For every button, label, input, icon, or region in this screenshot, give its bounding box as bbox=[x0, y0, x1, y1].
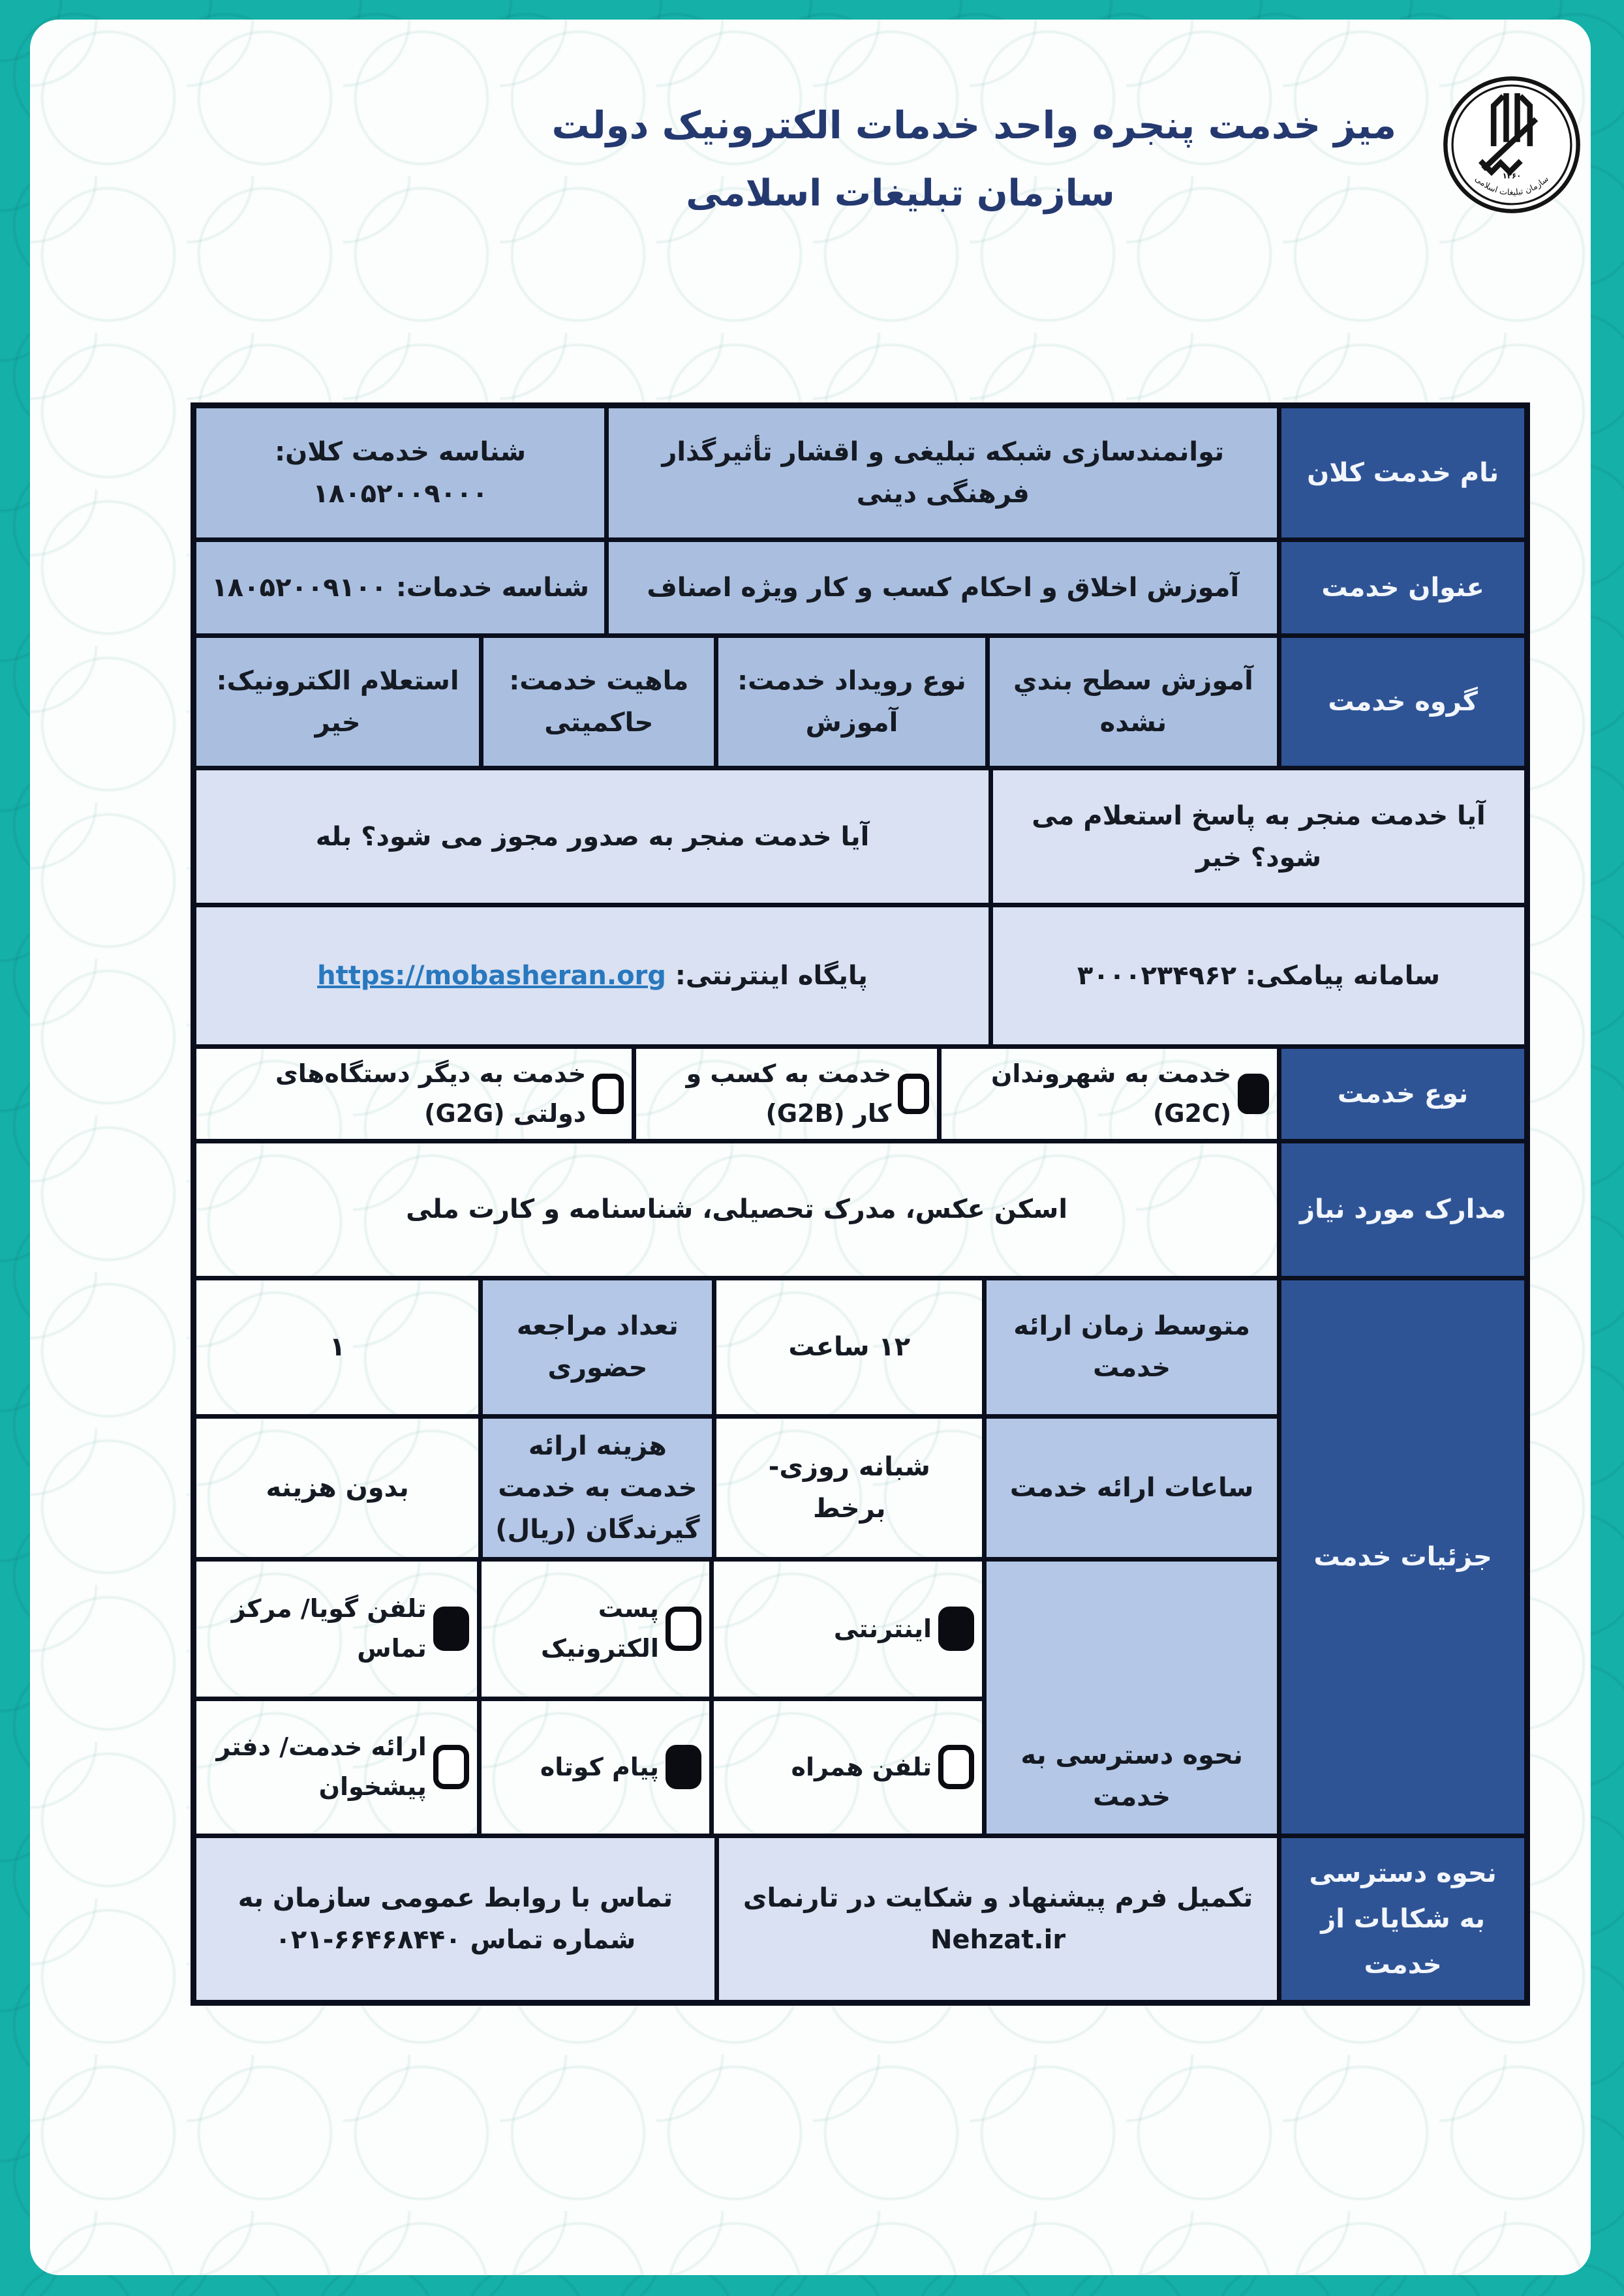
hours-value: شبانه روزی- برخط bbox=[716, 1419, 987, 1557]
website-cell bbox=[196, 907, 993, 1044]
macro-service-value: توانمندسازی شبکه تبلیغی و اقشار تأثیرگذار فرهنگی دینی bbox=[609, 408, 1281, 537]
access-methods-label: نحوه دسترسی به خدمت bbox=[987, 1562, 1277, 1834]
option-label: ارائه خدمت/ دفتر پیشخوان bbox=[216, 1732, 427, 1802]
avg-time-value: ۱۲ ساعت bbox=[716, 1280, 987, 1414]
table-row bbox=[196, 633, 1524, 766]
service-type-option-g2g bbox=[196, 1049, 636, 1139]
table-row bbox=[196, 1414, 1277, 1557]
logo-year: ۱۳۶۰ bbox=[1502, 171, 1522, 181]
complaints-phone-cell: تماس با روابط عمومی سازمان به شماره تماس ۶۶۴۶۸۴۴۰-۰۲۱ bbox=[196, 1838, 719, 2000]
complaints-header: نحوه دسترسی به شکایات از خدمت bbox=[1281, 1838, 1524, 2000]
service-group-value: آموزش سطح بندي نشده bbox=[990, 638, 1282, 766]
table-row bbox=[196, 1697, 982, 1834]
event-type-cell: نوع رویداد خدمت: آموزش bbox=[718, 638, 989, 766]
service-title-header: عنوان خدمت bbox=[1281, 542, 1524, 633]
checkbox-ivr[interactable] bbox=[433, 1607, 469, 1651]
page-title: میز خدمت پنجره واحد خدمات الکترونیک دولت bbox=[551, 103, 1396, 147]
service-type-option-g2b bbox=[636, 1049, 942, 1139]
document-card bbox=[30, 20, 1591, 2275]
website-label: پایگاه اینترنتی: bbox=[675, 961, 868, 991]
table-row bbox=[196, 1562, 982, 1697]
service-nature-cell: ماهیت خدمت: حاکمیتی bbox=[483, 638, 718, 766]
access-option-counter bbox=[196, 1701, 482, 1834]
table-row bbox=[196, 903, 1524, 1044]
checkbox-g2c[interactable] bbox=[1238, 1074, 1269, 1114]
checkbox-internet[interactable] bbox=[938, 1607, 974, 1651]
avg-time-label: متوسط زمان ارائه خدمت bbox=[987, 1280, 1277, 1414]
table-row bbox=[196, 408, 1524, 537]
option-label: خدمت به دیگر دستگاه‌های دولتی (G2G) bbox=[275, 1059, 587, 1128]
inquiry-question-cell: آیا خدمت منجر به پاسخ استعلام می شود؟ خیر bbox=[993, 770, 1524, 903]
access-methods-block bbox=[196, 1557, 1277, 1834]
hours-label: ساعات ارائه خدمت bbox=[987, 1419, 1277, 1557]
documents-header: مدارک مورد نیاز bbox=[1281, 1143, 1524, 1276]
table-row bbox=[196, 1834, 1524, 2000]
checkbox-sms[interactable] bbox=[666, 1745, 701, 1789]
visits-value: ۱ bbox=[196, 1280, 483, 1414]
checkbox-counter[interactable] bbox=[433, 1745, 469, 1789]
checkbox-g2b[interactable] bbox=[898, 1074, 929, 1114]
service-group-header: گروه خدمت bbox=[1281, 638, 1524, 766]
checkbox-mobile[interactable] bbox=[938, 1745, 974, 1789]
document-header bbox=[405, 103, 1396, 215]
service-table bbox=[191, 402, 1530, 2006]
documents-value: اسکن عکس، مدرک تحصیلی، شناسنامه و کارت ملی bbox=[196, 1143, 1281, 1276]
access-option-internet bbox=[714, 1562, 982, 1697]
access-option-ivr bbox=[196, 1562, 482, 1697]
electronic-inquiry-cell: استعلام الکترونیک: خیر bbox=[196, 638, 483, 766]
table-row bbox=[196, 537, 1524, 633]
macro-service-header: نام خدمت کلان bbox=[1281, 408, 1524, 537]
service-details-block bbox=[196, 1276, 1524, 1834]
service-type-header: نوع خدمت bbox=[1281, 1049, 1524, 1139]
option-label: تلفن گویا/ مرکز تماس bbox=[231, 1594, 427, 1663]
service-details-grid bbox=[196, 1280, 1281, 1834]
license-question-cell: آیا خدمت منجر به صدور مجوز می شود؟ بله bbox=[196, 770, 993, 903]
service-title-code: شناسه خدمات: ۱۸۰۵۲۰۰۹۱۰۰ bbox=[196, 542, 609, 633]
option-label: پیام کوتاه bbox=[540, 1752, 659, 1781]
access-option-mobile bbox=[714, 1701, 982, 1834]
table-row bbox=[196, 1139, 1524, 1276]
option-label: خدمت به شهروندان (G2C) bbox=[990, 1059, 1232, 1128]
access-methods-grid bbox=[196, 1562, 987, 1834]
sms-system-cell: سامانه پیامکی: ۳۰۰۰۲۳۴۹۶۲ bbox=[993, 907, 1524, 1044]
access-option-sms bbox=[482, 1701, 714, 1834]
service-type-option-g2c bbox=[942, 1049, 1281, 1139]
complaints-web-cell: تکمیل فرم پیشنهاد و شکایت در تارنمای Nehzat.ir bbox=[719, 1838, 1281, 2000]
cost-label: هزینه ارائه خدمت به خدمت گیرندگان (ریال) bbox=[483, 1419, 716, 1557]
table-row bbox=[196, 1044, 1524, 1139]
option-label: اینترنتی bbox=[833, 1614, 932, 1643]
service-details-header: جزئیات خدمت bbox=[1281, 1280, 1524, 1834]
access-option-email bbox=[482, 1562, 714, 1697]
cost-value: بدون هزینه bbox=[196, 1419, 483, 1557]
checkbox-email[interactable] bbox=[666, 1607, 701, 1651]
org-title: سازمان تبلیغات اسلامی bbox=[686, 172, 1115, 215]
service-title-value: آموزش اخلاق و احکام کسب و کار ویژه اصناف bbox=[609, 542, 1281, 633]
macro-service-code: شناسه خدمت کلان: ۱۸۰۵۲۰۰۹۰۰۰ bbox=[196, 408, 609, 537]
website-link[interactable]: https://mobasheran.org bbox=[317, 961, 666, 991]
logo-caption: سازمان تبلیغات اسلامی bbox=[1473, 174, 1551, 198]
org-logo-icon bbox=[1442, 75, 1582, 215]
table-row bbox=[196, 1280, 1277, 1414]
checkbox-g2g[interactable] bbox=[592, 1074, 624, 1114]
option-label: تلفن همراه bbox=[791, 1752, 932, 1781]
visits-label: تعداد مراجعه حضوری bbox=[483, 1280, 716, 1414]
option-label: خدمت به کسب و کار (G2B) bbox=[686, 1059, 892, 1128]
table-row bbox=[196, 766, 1524, 903]
option-label: پست الکترونیک bbox=[541, 1594, 659, 1663]
